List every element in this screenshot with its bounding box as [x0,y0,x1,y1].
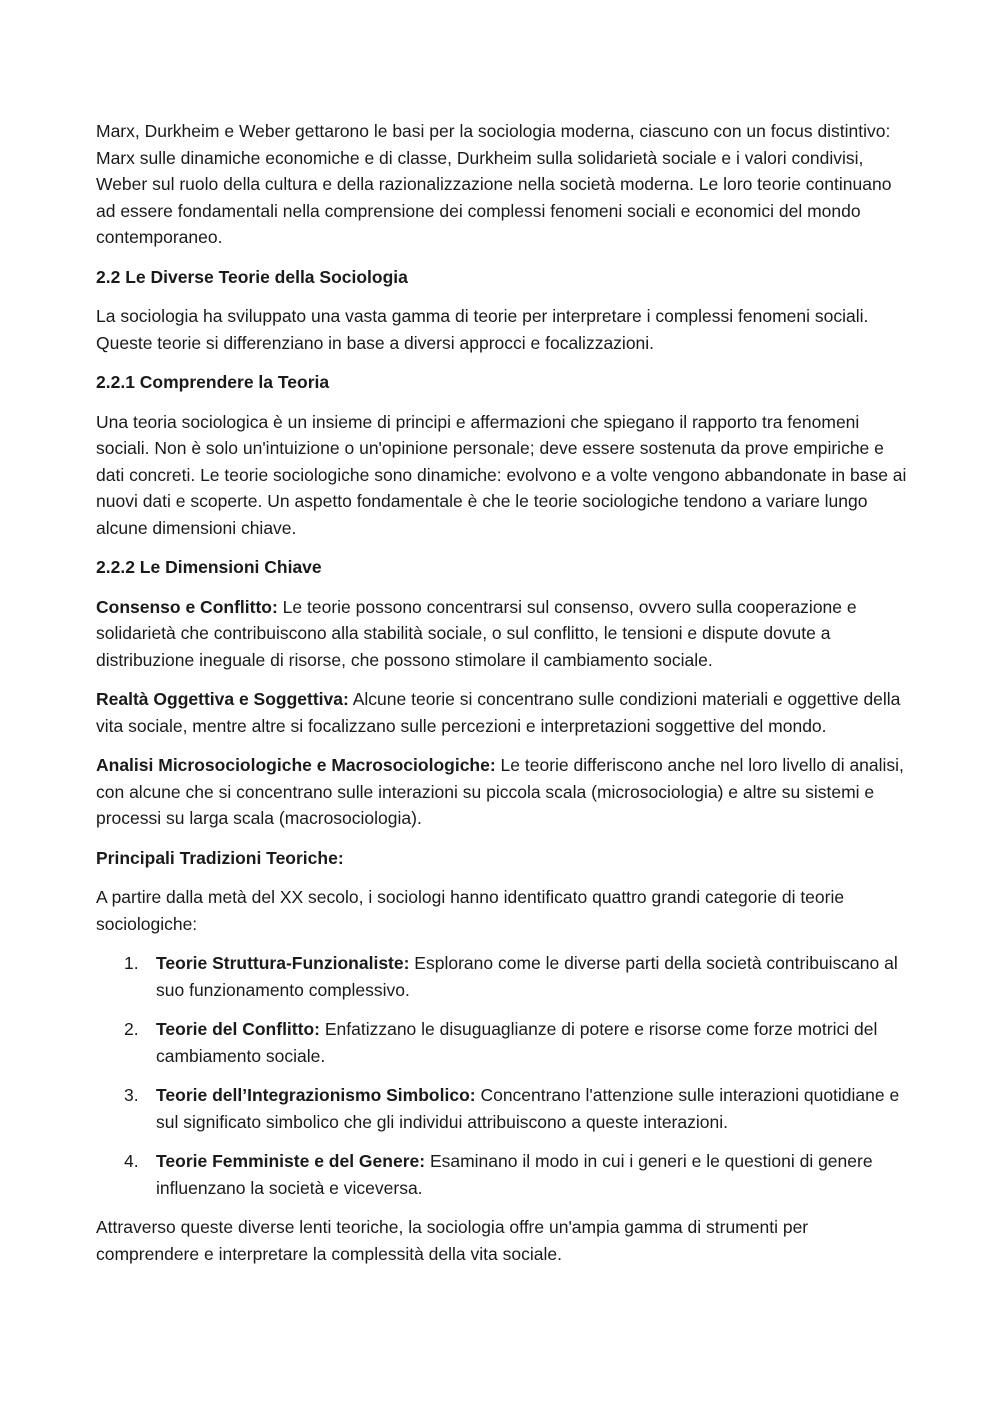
list-number: 1. [124,953,139,973]
dimension-paragraph-analysis [96,752,908,832]
conclusion-paragraph: Attraverso queste diverse lenti teoriche, la sociologia offre un'ampia gamma di strumenti per comprendere e interpretare la complessità della vita sociale. [96,1217,809,1264]
traditions-heading: Principali Tradizioni Teoriche: [96,847,344,868]
list-item [96,1082,908,1135]
list-item-text: Enfatizzano le disuguaglianze di potere e risorse come forze motrici del cambiamento sociale. [156,1019,878,1066]
list-item [96,1016,908,1069]
traditions-list [96,950,908,1201]
section-heading-2-2-2: 2.2.2 Le Dimensioni Chiave [96,557,322,577]
section-2-2-1-paragraph: Una teoria sociologica è un insieme di principi e affermazioni che spiegano il rapporto tra fenomeni sociali. Non è solo un'intuizione o un'opinione personale; deve essere sostenuta da prove empiriche e dati concreti. Le teorie sociologiche sono dinamiche: evolvono e a volte vengono abbandonate in base ai nuovi dati e scoperte. Un aspetto fondamentale è che le teorie sociologiche tendono a variare lungo alcune dimensioni chiave. [96,411,907,538]
list-number: 3. [124,1085,139,1105]
document-page [96,118,908,1280]
list-item-text: Esaminano il modo in cui i generi e le questioni di genere influenzano la società e viceversa. [156,1151,873,1198]
dimension-text: Le teorie differiscono anche nel loro livello di analisi, con alcune che si concentrano sulle interazioni su piccola scala (microsociologia) e altre su sistemi e processi su larga scala (macrosociologia). [96,755,904,828]
dimension-text: Le teorie possono concentrarsi sul consenso, ovvero sulla cooperazione e solidarietà che contribuiscono alla stabilità sociale, o sul conflitto, le tensioni e dispute dovute a distribuzione ineguale di risorse, che possono stimolare il cambiamento sociale. [96,596,857,670]
intro-paragraph: Marx, Durkheim e Weber gettarono le basi per la sociologia moderna, ciascuno con un focus distintivo: Marx sulle dinamiche economiche e di classe, Durkheim sulla solidarietà sociale e i valori condivisi, Weber sul ruolo della cultura e della razionalizzazione nella società moderna. Le loro teorie continuano ad essere fondamentali nella comprensione dei complessi fenomeni sociali e economici del mondo contemporaneo. [96,121,892,247]
dimension-term: Consenso e Conflitto: [96,596,278,617]
list-item-term: Teorie Struttura-Funzionaliste: [156,953,410,973]
section-heading-2-2-1: 2.2.1 Comprendere la Teoria [96,372,330,392]
list-item [96,1148,908,1201]
list-item-term: Teorie dell’Integrazionismo Simbolico: [156,1085,476,1105]
list-number: 2. [124,1019,139,1039]
section-2-2-paragraph: La sociologia ha sviluppato una vasta gamma di teorie per interpretare i complessi fenomeni sociali. Queste teorie si differenziano in base a diversi approcci e focalizzazioni. [96,306,869,353]
section-heading-2-2: 2.2 Le Diverse Teorie della Sociologia [96,266,408,287]
dimension-paragraph-consensus [96,594,908,674]
list-item-term: Teorie del Conflitto: [156,1019,320,1039]
dimension-paragraph-reality [96,686,908,739]
list-item-text: Esplorano come le diverse parti della società contribuiscano al suo funzionamento complessivo. [156,953,898,1000]
traditions-intro: A partire dalla metà del XX secolo, i sociologi hanno identificato quattro grandi categorie di teorie sociologiche: [96,887,845,934]
list-number: 4. [124,1151,139,1171]
list-item-term: Teorie Femministe e del Genere: [156,1151,426,1171]
list-item [96,950,908,1003]
dimension-text: Alcune teorie si concentrano sulle condizioni materiali e oggettive della vita sociale, mentre altre si focalizzano sulle percezioni e interpretazioni soggettive del mondo. [96,689,901,736]
dimension-term: Realtà Oggettiva e Soggettiva: [96,689,349,709]
dimension-term: Analisi Microsociologiche e Macrosociologiche: [96,755,496,775]
list-item-text: Concentrano l'attenzione sulle interazioni quotidiane e sul significato simbolico che gli individui attribuiscono a queste interazioni. [156,1085,900,1132]
